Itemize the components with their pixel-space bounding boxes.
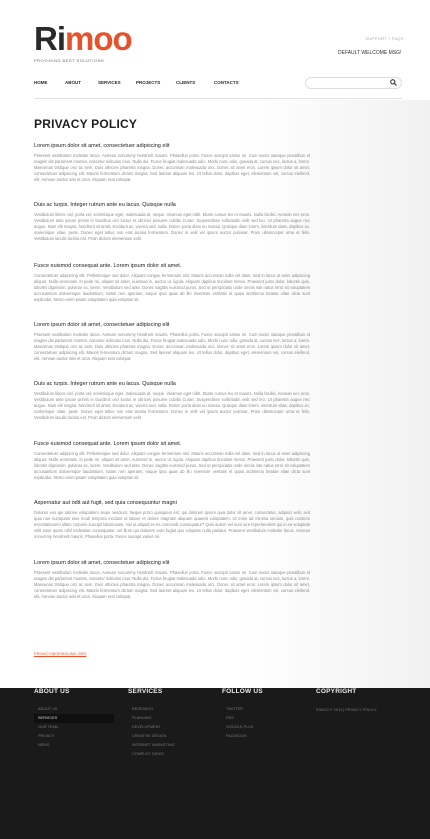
section-title: Duis ac turpis. Integer rutrum ante eu lacus. Quisque nulla <box>34 202 176 208</box>
policy-section <box>34 143 310 200</box>
footer-follow-block <box>222 688 312 788</box>
footer-heading: ABOUT US <box>34 688 70 695</box>
footer-link-active[interactable]: SERVICES <box>34 714 114 723</box>
welcome-message: DEFAULT WELCOME MSG! <box>338 50 402 56</box>
section-title: Lorem ipsum dolor sit amet, consectetuer adipiscing elit <box>34 143 170 149</box>
footer-link[interactable]: FACEBOOK <box>226 734 247 738</box>
footer-heading: COPYRIGHT <box>316 688 357 695</box>
footer-link[interactable]: GOOGLE PLUS <box>226 725 254 729</box>
section-text: Praesent vestibulum molestie lacus. Aenean nonummy hendrerit mauris. Phasellus porta. Fusce suscipit varius mi. Cum sociis natoque penatibus et magnis dis parturient montes, nascetur ridiculus mus. Nulla dui. Fusce feugiat malesuada odio. Morbi nunc odio, gravida at, cursus nec, luctus a, lorem. Maecenas tristique orci ac sem. Duis ultricies pharetra magna. Donec accumsan malesuada orci. Donec sit amet eros. Lorem ipsum dolor sit amet, consectetuer adipiscing elit. Mauris fermentum dictum magna. Sed laoreet aliquam leo. Ut tellus dolor, dapibus eget, elementum vel, cursus eleifend, elit. Aenean auctor wisi et urna. Aliquam erat volutpat. <box>34 570 310 599</box>
tagline: PROVIDING BEST SOLUTIONS <box>34 58 105 63</box>
footer-list-services <box>128 705 208 759</box>
section-title: Aspernatur aut odit aut fugit, sed quia consequuntur magni <box>34 500 177 506</box>
section-text: Vestibulum libero nisl, porta vel, scelerisque eget, malesuada at, neque. Vivamus eget nibh. Etiam cursus leo et mauris. Nulla facilisi. Aenean nec eros. Vestibulum ante ipsum primis in faucibus orci luctus et ultrices posuere cubilia Curae; Suspendisse sollicitudin velit sed leo. Ut pharetra augue nec augue. Nam elit magna, hendrerit sit amet, tincidunt ac, viverra sed, nulla. Donec porta diam eu massa. Quisque diam lorem, interdum vitae, dapibus ac, scelerisque vitae, pede. Donec eget tellus non erat lacinia fermentum. Donec in velit vel ipsum auctor pulvinar. Proin ullamcorper urna et felis. Vestibulum iaculis lacinia est. Proin dictum elementum velit. <box>34 212 310 241</box>
section-title: Duis ac turpis. Integer rutrum ante eu lacus. Quisque nulla <box>34 381 176 387</box>
footer-link[interactable]: RSS <box>226 716 234 720</box>
section-text: Consectetuer adipiscing elit. Pellentesque sed dolor. Aliquam congue fermentum nisl. Mauris accumsan nulla vel diam. Sed in lacus ut enim adipiscing aliquet. Nulla venenatis. In pede mi, aliquet sit amet, euismod in, auctor ut, ligula. Aliquam dapibus tincidunt metus. Praesent justo dolor, lobortis quis, lobortis dignissim, pulvinar ac, lorem. Vestibulum sed ante. Donec sagittis euismod purus. Sed ut perspiciatis unde omnis iste natus error sit voluptatem accusantium doloremque laudantium, totam rem aperiam, eaque ipsa quae ab illo inventore veritatis et quasi architecto beatae vitae dicta sunt explicabo. Nemo enim ipsam voluptatem quia voluptas sit. <box>34 451 310 480</box>
logo-part-2: moo <box>65 20 132 57</box>
footer-link[interactable]: NEWS <box>38 743 50 747</box>
nav-item-contacts[interactable]: CONTACTS <box>214 80 239 85</box>
policy-section <box>34 500 310 557</box>
nav-item-clients[interactable]: CLIENTS <box>176 80 196 85</box>
section-title: Lorem ipsum dolor sit amet, consectetuer adipiscing elit <box>34 560 170 566</box>
footer-link[interactable]: PRIVACY <box>38 734 55 738</box>
section-title: Fusce euismod consequat ante. Lorem ipsum dolor sit amet. <box>34 263 182 269</box>
footer-list-about <box>34 705 114 750</box>
logo[interactable] <box>34 22 132 56</box>
page-title: PRIVACY POLICY <box>34 117 138 131</box>
footer-copyright-block <box>316 688 416 788</box>
footer-link[interactable]: COMPLEX TASKS <box>132 752 164 756</box>
nav-item-projects[interactable]: PROJECTS <box>136 80 161 85</box>
section-text: Dolores eos qui ratione voluptatem sequi nesciunt. Neque porro quisquam est, qui dolorem ipsum quia dolor sit amet, consectetur, adipisci velit, sed quia non numquam eius modi tempora incidunt ut labore et dolore magnam aliquam quaerat voluptatem. Ut enim ad minima veniam, quis nostrum exercitationem ullam corporis suscipit laboriosam, nisi ut aliquid ex ea commodi consequatur? Quis autem vel eum iure reprehenderit qui in ea voluptate velit esse quam nihil molestiae consequatur, vel illum qui dolorem eum fugiat quo voluptas nulla pariatur. Praesent vestibulum molestie lacus. Aenean nonummy hendrerit mauris. Phasellus porta. Fusce suscipit varius mi. <box>34 510 310 539</box>
policy-section <box>34 441 310 498</box>
policy-section <box>34 381 310 438</box>
footer-list-follow <box>222 705 302 741</box>
footer <box>0 688 430 839</box>
section-title: Fusce euismod consequat ante. Lorem ipsum dolor sit amet. <box>34 441 182 447</box>
search-input[interactable] <box>305 77 402 89</box>
copyright-text: RIMOO © 2013 | PRIVACY POLICY <box>316 708 377 712</box>
footer-link[interactable]: RESEARCH <box>132 707 154 711</box>
search-icon[interactable] <box>390 79 397 89</box>
privacy-email-link[interactable]: PRIVACY@DEMOLINK.ORG <box>34 651 87 656</box>
section-title: Lorem ipsum dolor sit amet, consectetuer adipiscing elit <box>34 322 170 328</box>
footer-heading: FOLLOW US <box>222 688 263 695</box>
policy-section <box>34 560 310 623</box>
header-divider <box>34 98 402 99</box>
section-text: Praesent vestibulum molestie lacus. Aenean nonummy hendrerit mauris. Phasellus porta. Fusce suscipit varius mi. Cum sociis natoque penatibus et magnis dis parturient montes, nascetur ridiculus mus. Nulla dui. Fusce feugiat malesuada odio. Morbi nunc odio, gravida at, cursus nec, luctus a, lorem. Maecenas tristique orci ac sem. Duis ultricies pharetra magna. Donec accumsan malesuada orci. Donec sit amet eros. Lorem ipsum dolor sit amet, consectetuer adipiscing elit. Mauris fermentum dictum magna. Sed laoreet aliquam leo. Ut tellus dolor, dapibus eget, elementum vel, cursus eleifend, elit. Aenean auctor wisi et urna. Aliquam erat volutpat. <box>34 332 310 361</box>
section-text: Consectetuer adipiscing elit. Pellentesque sed dolor. Aliquam congue fermentum nisl. Mauris accumsan nulla vel diam. Sed in lacus ut enim adipiscing aliquet. Nulla venenatis. In pede mi, aliquet sit amet, euismod in, auctor ut, ligula. Aliquam dapibus tincidunt metus. Praesent justo dolor, lobortis quis, lobortis dignissim, pulvinar ac, lorem. Vestibulum sed ante. Donec sagittis euismod purus. Sed ut perspiciatis unde omnis iste natus error sit voluptatem accusantium doloremque laudantium, totam rem aperiam, eaque ipsa quae ab illo inventore veritatis et quasi architecto beatae vitae dicta sunt explicabo. Nemo enim ipsam voluptatem quia voluptas sit. <box>34 273 310 302</box>
top-links[interactable]: SUPPORT / FAQS <box>365 36 404 41</box>
footer-link[interactable]: CREATIVE DESIGN <box>132 734 167 738</box>
footer-services-block <box>128 688 218 788</box>
footer-link[interactable]: INTERNET MARKETING <box>132 743 175 747</box>
footer-link[interactable]: PLANNING <box>132 716 152 720</box>
section-text: Vestibulum libero nisl, porta vel, scelerisque eget, malesuada at, neque. Vivamus eget nibh. Etiam cursus leo et mauris. Nulla facilisi. Aenean nec eros. Vestibulum ante ipsum primis in faucibus orci luctus et ultrices posuere cubilia Curae; Suspendisse sollicitudin velit sed leo. Ut pharetra augue nec augue. Nam elit magna, hendrerit sit amet, tincidunt ac, viverra sed, nulla. Donec porta diam eu massa. Quisque diam lorem, interdum vitae, dapibus ac, scelerisque vitae, pede. Donec eget tellus non erat lacinia fermentum. Donec in velit vel ipsum auctor pulvinar. Proin ullamcorper urna et felis. Vestibulum iaculis lacinia est. Proin dictum elementum velit. <box>34 391 310 420</box>
footer-link[interactable]: TWITTER <box>226 707 243 711</box>
footer-heading: SERVICES <box>128 688 163 695</box>
section-text: Praesent vestibulum molestie lacus. Aenean nonummy hendrerit mauris. Phasellus porta. Fusce suscipit varius mi. Cum sociis natoque penatibus et magnis dis parturient montes, nascetur ridiculus mus. Nulla dui. Fusce feugiat malesuada odio. Morbi nunc odio, gravida at, cursus nec, luctus a, lorem. Maecenas tristique orci ac sem. Duis ultricies pharetra magna. Donec accumsan malesuada orci. Donec sit amet eros. Lorem ipsum dolor sit amet, consectetuer adipiscing elit. Mauris fermentum dictum magna. Sed laoreet aliquam leo. Ut tellus dolor, dapibus eget, elementum vel, cursus eleifend, elit. Aenean auctor wisi et urna. Aliquam erat volutpat. <box>34 153 310 182</box>
policy-section <box>34 202 310 259</box>
nav-item-services[interactable]: SERVICES <box>98 80 121 85</box>
footer-link[interactable]: DEVELOPMENT <box>132 725 161 729</box>
policy-section <box>34 322 310 379</box>
footer-about-block <box>34 688 124 788</box>
footer-link[interactable]: OUR TEAM <box>38 725 58 729</box>
nav-item-about[interactable]: ABOUT <box>65 80 81 85</box>
header <box>0 0 430 100</box>
nav-item-home[interactable]: HOME <box>34 80 48 85</box>
footer-link[interactable]: ABOUT US <box>38 707 58 711</box>
policy-section <box>34 263 310 320</box>
logo-part-1: Ri <box>34 20 65 57</box>
